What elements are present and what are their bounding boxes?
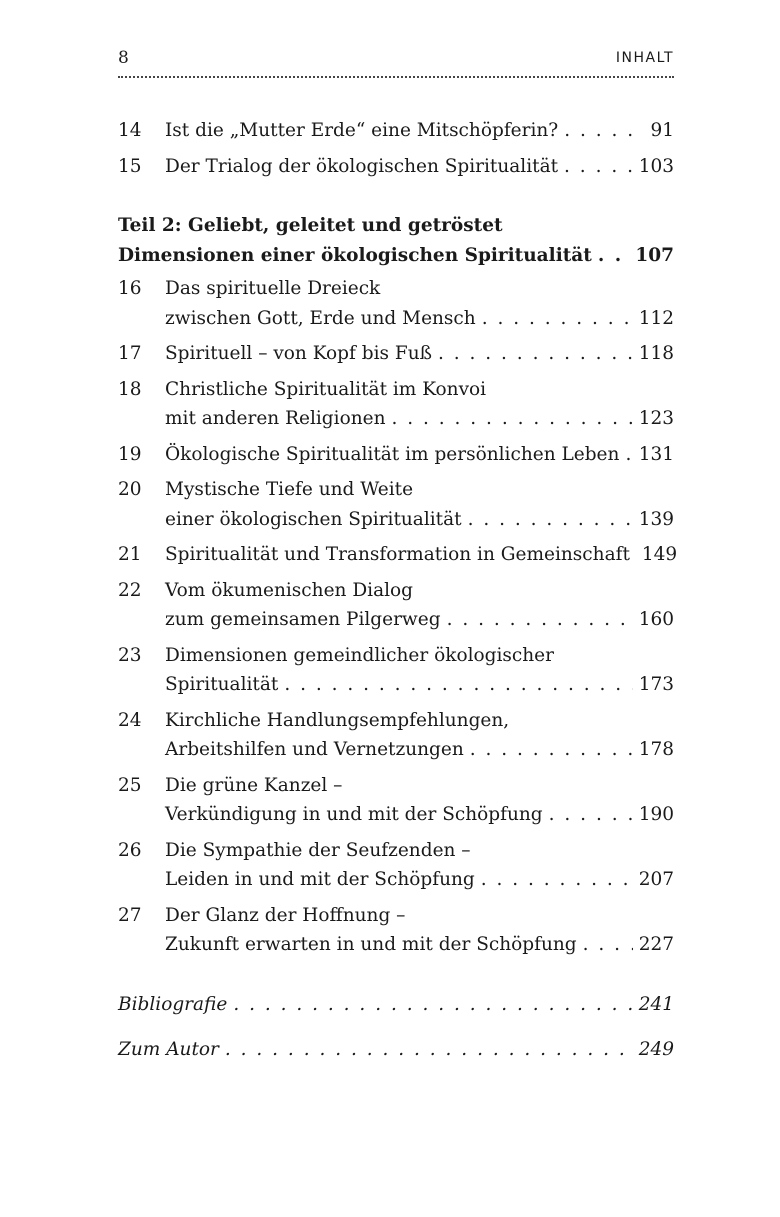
dot-leader [564,152,633,182]
page-ref: 241 [638,993,674,1015]
chapter-title-cont: Leiden in und mit der Schöpfung [165,869,475,890]
page-ref: 149 [641,544,678,565]
chapter-number: 15 [118,155,142,177]
page-ref: 103 [638,155,674,177]
dot-leader [564,116,644,146]
page-ref: 249 [638,1039,674,1060]
chapter-number: 25 [118,774,142,796]
toc-entry[interactable] [118,274,674,333]
toc-entry[interactable] [118,375,674,434]
page-ref: 123 [638,408,674,429]
dot-leader [470,735,633,765]
toc-entry-author[interactable] [118,1035,674,1065]
chapter-title-cont: Arbeitshilfen und Vernetzungen [165,739,464,760]
chapter-title: Spiritualität und Transformation in Gemeinschaft [165,544,630,565]
chapter-title: Mystische Tiefe und Weite [165,479,414,500]
toc-entry[interactable] [118,771,674,830]
chapter-number: 23 [118,644,142,666]
dot-leader [482,304,633,334]
backmatter-title: Zum Autor [118,1039,219,1060]
part-heading[interactable] [118,211,674,270]
toc-entry[interactable] [118,116,674,146]
toc-entry[interactable] [118,475,674,534]
chapter-title: Dimensionen gemeindlicher ökologischer [165,644,554,666]
chapter-number: 27 [118,904,142,926]
dot-leader [583,930,633,960]
page-ref: 131 [638,443,674,465]
toc-entry[interactable] [118,440,674,470]
chapter-number: 24 [118,709,142,731]
chapter-title: Kirchliche Handlungsempfehlungen, [165,709,510,731]
chapter-title: Christliche Spiritualität im Konvoi [165,378,487,400]
header-dotted-rule [118,76,674,78]
chapter-title-cont: Verkündigung in und mit der Schöpfung [165,804,543,825]
toc-entry-bibliography[interactable] [118,990,674,1020]
chapter-number: 22 [118,579,142,601]
page-ref: 118 [638,343,674,364]
toc-entry[interactable] [118,706,674,765]
chapter-title: Der Trialog der ökologischen Spiritualität [165,155,559,177]
chapter-number: 26 [118,839,142,861]
page-ref: 91 [650,120,674,141]
chapter-number: 19 [118,443,142,465]
toc-entry[interactable] [118,576,674,635]
chapter-title-cont: einer ökologischen Spiritualität [165,508,462,530]
chapter-title-cont: zum gemeinsamen Pilgerweg [165,609,441,630]
chapter-number: 21 [118,544,142,565]
dot-leader [284,670,632,700]
chapter-title-cont: mit anderen Religionen [165,408,386,429]
dot-leader [438,339,633,369]
toc-entry[interactable] [118,152,674,182]
chapter-number: 16 [118,278,142,299]
part-subtitle: Dimensionen einer ökologischen Spiritualität [118,244,592,266]
page-ref: 173 [638,674,674,695]
chapter-number: 14 [118,120,142,141]
page-ref: 112 [638,307,674,329]
chapter-title-cont: Zukunft erwarten in und mit der Schöpfung [165,934,577,955]
chapter-title: Der Glanz der Hoffnung – [165,904,406,926]
toc-entry[interactable] [118,339,674,369]
dot-leader [625,440,632,470]
page-ref: 207 [638,869,674,890]
page-ref: 227 [638,934,674,955]
chapter-title: Die Sympathie der Seufzenden – [165,839,471,861]
chapter-title: Das spirituelle Dreieck [165,278,381,299]
page-ref: 139 [638,508,674,530]
dot-leader [447,605,633,635]
dot-leader [233,990,632,1020]
chapter-title: Ist die „Mutter Erde“ eine Mitschöpferin? [165,120,559,141]
dot-leader [549,800,633,830]
dot-leader [468,505,633,535]
page-number: 8 [118,48,129,68]
page-ref: 190 [638,804,674,825]
chapter-title: Vom ökumenischen Dialog [165,579,413,601]
page-ref: 160 [638,609,674,630]
chapter-title: Die grüne Kanzel – [165,774,343,796]
table-of-contents [118,116,678,1065]
toc-entry[interactable] [118,540,678,570]
chapter-number: 20 [118,479,142,500]
page-ref: 107 [635,244,674,266]
dot-leader [225,1035,633,1065]
dot-leader [481,865,633,895]
chapter-title-cont: Spiritualität [165,674,279,695]
dot-leader [391,404,632,434]
chapter-title-cont: zwischen Gott, Erde und Mensch [165,307,476,329]
backmatter-title: Bibliografie [118,993,228,1015]
chapter-number: 17 [118,343,142,364]
chapter-number: 18 [118,378,142,400]
toc-entry[interactable] [118,836,674,895]
dot-leader [598,241,630,271]
part-title: Teil 2: Geliebt, geleitet und getröstet [118,215,503,236]
toc-entry[interactable] [118,901,674,960]
running-title: INHALT [615,50,674,66]
chapter-title: Spirituell – von Kopf bis Fuß [165,343,432,364]
chapter-title: Ökologische Spiritualität im persönlichen Leben [165,443,620,465]
toc-entry[interactable] [118,641,674,700]
page-ref: 178 [638,739,674,760]
page-header [118,48,674,70]
